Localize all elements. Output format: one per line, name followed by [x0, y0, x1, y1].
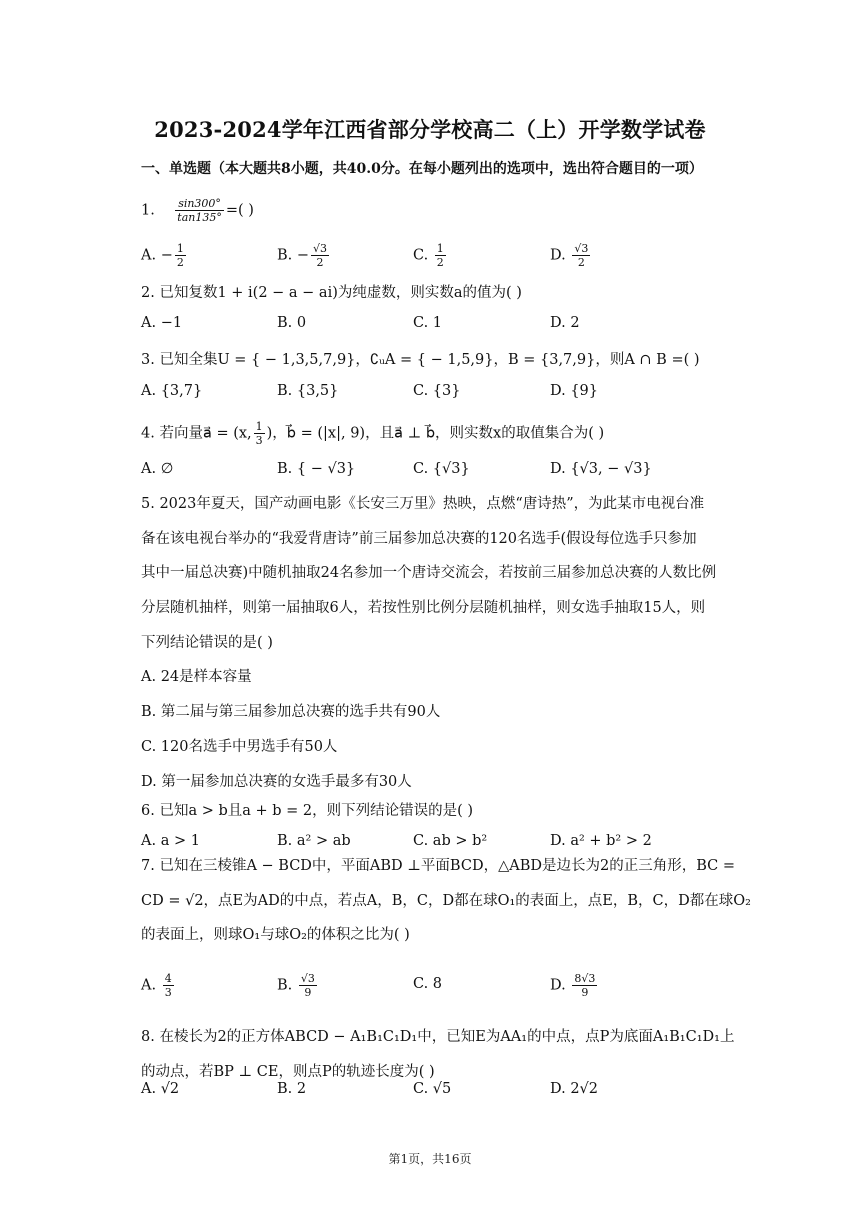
question-line: 5. 2023年夏天，国产动画电影《长安三万里》热映，点燃“唐诗热”，为此某市电视台准 [141, 496, 705, 512]
fraction: $\frac{\sin 300^\circ}{\tan 135^\circ}$ [177, 197, 222, 224]
option-d: D. $\frac{8√3}{9}$ [550, 972, 596, 999]
option-d: D. {9} [550, 383, 599, 399]
option-b: B. $\frac{√3}{9}$ [277, 972, 315, 999]
option-c: C. 120名选手中男选手有50人 [141, 738, 338, 755]
option-b: B. 第二届与第三届参加总决赛的选手共有90人 [141, 704, 441, 721]
option-c: C. {√3} [413, 461, 470, 477]
question-5 [141, 487, 751, 799]
question-line: 下列结论错误的是( ) [141, 634, 273, 651]
option-d: D. 第一届参加总决赛的女选手最多有30人 [141, 773, 412, 790]
option-a: A. a > 1 [141, 833, 200, 849]
question-3: 3. 已知全集U = { − 1,3,5,7,9}，∁ᵤA = { − 1,5,9}，B = {3,7,9}，则A ∩ B =( ) [141, 352, 700, 368]
question-2: 2. 已知复数1 + i(2 − a − ai)为纯虚数，则实数a的值为( ) [141, 285, 522, 301]
option-d: D. 2 [550, 315, 580, 331]
option-c: C. 1 [413, 315, 443, 331]
question-8 [141, 1020, 751, 1089]
question-line: 7. 已知在三棱锥A − BCD中，平面ABD ⊥平面BCD，△ABD是边长为2的正三角形，BC = [141, 858, 735, 874]
option-c: C. √5 [413, 1081, 452, 1097]
options-7 [141, 972, 761, 999]
option-a: A. {3,7} [141, 383, 203, 399]
option-b: B. − $\frac{√3}{2}$ [277, 242, 328, 269]
page-footer: 第1页，共16页 [388, 1152, 472, 1166]
options-8 [141, 1081, 761, 1103]
option-a: A. $\frac{4}{3}$ [141, 972, 172, 999]
question-line: 的表面上，则球O₁与球O₂的体积之比为( ) [141, 927, 410, 944]
question-line: 分层随机抽样，则第一届抽取6人，若按性别比例分层随机抽样，则女选手抽取15人，则 [141, 600, 706, 617]
question-line: 的动点，若BP ⊥ CE，则点P的轨迹长度为( ) [141, 1063, 435, 1080]
option-d: D. 2√2 [550, 1081, 599, 1097]
option-c: C. {3} [413, 383, 461, 399]
question-line: 8. 在棱长为2的正方体ABCD − A₁B₁C₁D₁中，已知E为AA₁的中点，点P为底面A₁B₁C₁D₁上 [141, 1029, 735, 1045]
option-c: C. 8 [413, 976, 443, 992]
question-number: 1. [141, 202, 155, 219]
options-2 [141, 315, 761, 337]
option-c: C. $\frac{1}{2}$ [413, 242, 444, 269]
option-d: D. a² + b² > 2 [550, 833, 652, 849]
question-line: 备在该电视台举办的“我爱背唐诗”前三届参加总决赛的120名选手(假设每位选手只参加 [141, 530, 697, 547]
option-a: A. √2 [141, 1081, 180, 1097]
option-b: B. { − √3} [277, 461, 356, 477]
options-1 [141, 242, 761, 269]
question-1: 1. $\frac{\sin 300^\circ}{\tan 135^\circ}$ =( ) [141, 197, 254, 224]
option-a: A. − $\frac{1}{2}$ [141, 242, 184, 269]
option-b: B. {3,5} [277, 383, 339, 399]
question-line: CD = √2，点E为AD的中点，若点A，B，C，D都在球O₁的表面上，点E，B，C，D都在球O₂ [141, 892, 751, 909]
question-6: 6. 已知a > b且a + b = 2，则下列结论错误的是( ) [141, 803, 474, 819]
option-a: A. ∅ [141, 461, 174, 477]
options-4 [141, 461, 761, 483]
page-title: 2023-2024学年江西省部分学校高二（上）开学数学试卷 [154, 117, 706, 142]
section-heading: 一、单选题（本大题共8小题，共40.0分。在每小题列出的选项中，选出符合题目的一项） [141, 161, 703, 177]
option-d: D. $\frac{√3}{2}$ [550, 242, 589, 269]
options-3 [141, 383, 761, 405]
option-b: B. 2 [277, 1081, 307, 1097]
option-c: C. ab > b² [413, 833, 488, 849]
option-a: A. 24是样本容量 [141, 669, 252, 686]
question-line: 其中一届总决赛)中随机抽取24名参加一个唐诗交流会，若按前三届参加总决赛的人数比例 [141, 565, 717, 582]
option-b: B. a² > ab [277, 833, 351, 849]
question-7 [141, 849, 751, 953]
option-a: A. −1 [141, 315, 183, 331]
option-d: D. {√3, − √3} [550, 461, 652, 477]
option-b: B. 0 [277, 315, 307, 331]
question-4: 4. 若向量a⃗ = (x, $\frac{1}{3}$ )，b⃗ = (|x|, 9)，且a⃗ ⊥ b⃗，则实数x的取值集合为( ) [141, 420, 605, 447]
